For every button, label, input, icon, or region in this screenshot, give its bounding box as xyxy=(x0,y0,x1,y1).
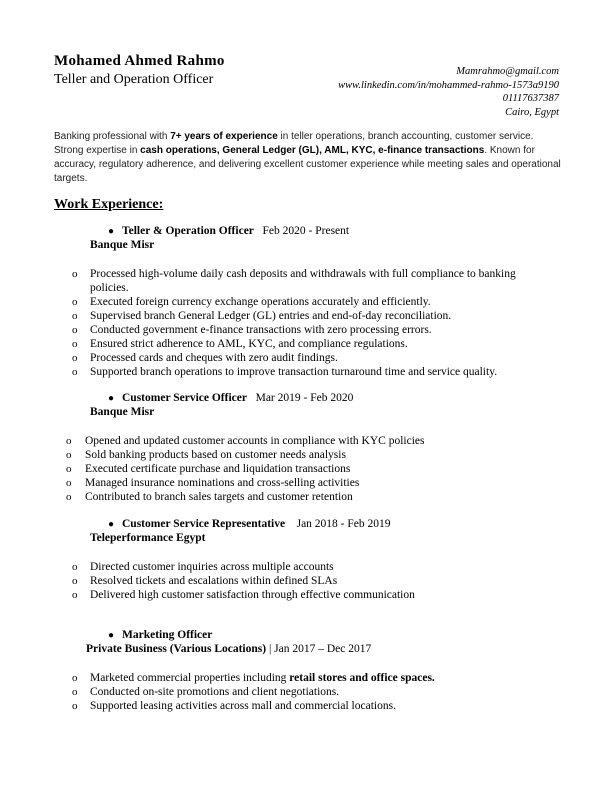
list-item: o Supported branch operations to improve transaction turnaround time and service quality. xyxy=(72,366,498,378)
list-item: o Processed high-volume daily cash deposits and withdrawals with full compliance to banking policies. xyxy=(72,268,516,294)
list-item: o Processed cards and cheques with zero audit findings. xyxy=(72,352,338,364)
hollow-bullet-icon: o xyxy=(72,561,78,573)
hollow-bullet-icon: o xyxy=(72,310,78,322)
job-dates: Feb 2020 - Present xyxy=(262,225,350,237)
hollow-bullet-icon: o xyxy=(72,352,78,364)
job-role: Teller & Operation Officer xyxy=(122,225,254,237)
hollow-bullet-icon: o xyxy=(72,686,78,698)
hollow-bullet-icon: o xyxy=(72,672,78,684)
candidate-title: Teller and Operation Officer xyxy=(54,72,214,87)
hollow-bullet-icon: o xyxy=(66,491,72,503)
job-dates: Mar 2019 - Feb 2020 xyxy=(255,392,354,404)
bullet-icon: ● xyxy=(108,519,115,530)
list-item: o Ensured strict adherence to AML, KYC, and compliance regulations. xyxy=(72,338,408,350)
list-item: o Sold banking products based on customer needs analysis xyxy=(66,449,346,461)
list-item: o Marketed commercial properties including retail stores and office spaces. xyxy=(72,672,435,684)
summary-highlight: 7+ years of experience xyxy=(170,131,278,142)
hollow-bullet-icon: o xyxy=(66,449,72,461)
job-company: Banque Misr xyxy=(90,406,155,418)
hollow-bullet-icon: o xyxy=(72,700,78,712)
contact-phone: 01117637387 xyxy=(502,93,559,104)
hollow-bullet-icon: o xyxy=(66,435,72,447)
list-item: o Directed customer inquiries across multiple accounts xyxy=(72,561,334,573)
duty-list xyxy=(72,267,542,379)
list-item: o Executed certificate purchase and liquidation transactions xyxy=(66,463,351,475)
summary-text: Banking professional with xyxy=(54,131,171,142)
list-item: o Contributed to branch sales targets and customer retention xyxy=(66,491,353,503)
list-item: o Conducted government e-finance transactions with zero processing errors. xyxy=(72,324,432,336)
job-role: Customer Service Officer xyxy=(122,392,247,404)
hollow-bullet-icon: o xyxy=(72,589,78,601)
job-header xyxy=(108,392,353,404)
list-item: o Managed insurance nominations and cross-selling activities xyxy=(66,477,360,489)
bullet-icon: ● xyxy=(108,226,115,237)
bullet-icon: ● xyxy=(108,393,115,404)
work-experience-heading: Work Experience: xyxy=(54,197,164,212)
hollow-bullet-icon: o xyxy=(72,296,78,308)
hollow-bullet-icon: o xyxy=(72,366,78,378)
duty-list xyxy=(66,434,536,504)
contact-email: Mamrahmo@gmail.com xyxy=(456,66,559,77)
job-header xyxy=(108,629,212,641)
list-item: o Opened and updated customer accounts in compliance with KYC policies xyxy=(66,435,425,447)
job-dates: | Jan 2017 – Dec 2017 xyxy=(266,643,372,655)
job-company: Teleperformance Egypt xyxy=(90,532,206,544)
list-item: o Resolved tickets and escalations within defined SLAs xyxy=(72,575,338,587)
summary-text: in teller operations, branch accounting, customer service. Strong expertise in xyxy=(54,131,534,156)
duty-list xyxy=(72,560,542,602)
candidate-name: Mohamed Ahmed Rahmo xyxy=(54,53,225,69)
summary-text: . Known for accuracy, regulatory adherence, and delivering excellent customer experience while meeting sales and operational targets. xyxy=(54,145,561,184)
duty-list xyxy=(72,671,542,713)
list-item: o Executed foreign currency exchange operations accurately and efficiently. xyxy=(72,296,431,308)
hollow-bullet-icon: o xyxy=(72,338,78,350)
hollow-bullet-icon: o xyxy=(66,463,72,475)
bullet-icon: ● xyxy=(108,630,115,641)
hollow-bullet-icon: o xyxy=(72,324,78,336)
summary-highlight: cash operations, General Ledger (GL), AML, KYC, e-finance transactions xyxy=(140,145,485,156)
job-company: Private Business (Various Locations) | Jan 2017 – Dec 2017 xyxy=(86,643,372,655)
list-item: o Conducted on-site promotions and client negotiations. xyxy=(72,686,340,698)
hollow-bullet-icon: o xyxy=(66,477,72,489)
job-role: Marketing Officer xyxy=(122,629,213,641)
job-role: Customer Service Representative xyxy=(122,518,286,530)
job-company: Banque Misr xyxy=(90,239,155,251)
list-item: o Delivered high customer satisfaction through effective communication xyxy=(72,589,415,601)
contact-linkedin: www.linkedin.com/in/mohammed-rahmo-1573a9190 xyxy=(338,80,559,91)
list-item: o Supervised branch General Ledger (GL) entries and end-of-day reconciliation. xyxy=(72,310,452,322)
list-item: o Supported leasing activities across mall and commercial locations. xyxy=(72,700,396,712)
contact-location: Cairo, Egypt xyxy=(505,107,559,118)
job-dates: Jan 2018 - Feb 2019 xyxy=(296,518,391,530)
job-header xyxy=(108,518,391,530)
hollow-bullet-icon: o xyxy=(72,268,78,280)
professional-summary xyxy=(54,130,562,186)
job-header xyxy=(108,225,349,237)
hollow-bullet-icon: o xyxy=(72,575,78,587)
